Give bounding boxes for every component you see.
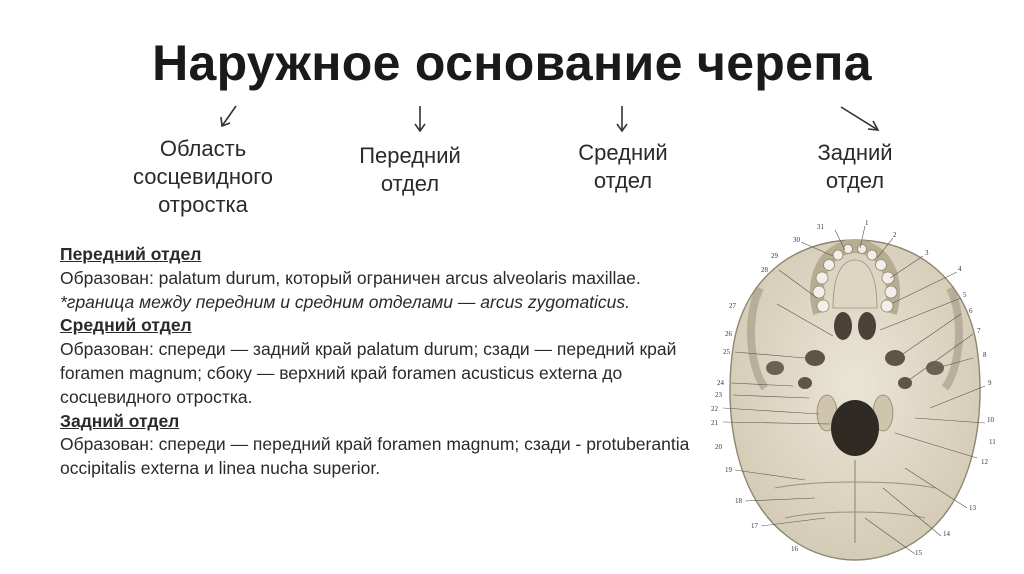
svg-text:14: 14 [943,530,950,538]
branch-middle-line2: отдел [593,168,653,193]
svg-text:21: 21 [711,419,718,427]
svg-text:19: 19 [725,466,732,474]
svg-text:2: 2 [893,231,897,239]
branch-mastoid-line3: отростка [158,192,248,217]
branch-mastoid-line1: Область [159,136,247,161]
description-text [60,243,710,481]
svg-text:29: 29 [771,252,778,260]
branch-posterior-line2: отдел [825,168,885,193]
branch-middle-line1: Средний [578,140,668,165]
branch-posterior-line1: Задний [817,140,893,165]
svg-text:15: 15 [915,549,922,557]
svg-text:31: 31 [817,223,824,231]
branch-mastoid-line2: сосцевидного [132,164,274,189]
skull-base-illustration [705,218,1005,568]
svg-text:25: 25 [723,348,730,356]
svg-text:28: 28 [761,266,768,274]
section-text-middle: Образован: спереди — задний край palatum durum; сзади — передний край foramen magnum; сбоку — верхний край foramen acusticus externa до сосцевидного отростка. [60,339,677,407]
svg-text:26: 26 [725,330,732,338]
svg-text:3: 3 [925,249,929,257]
section-text-anterior: Образован: palatum durum, который ограничен arcus alveolaris maxillae. [60,267,641,288]
branch-mastoid-region [98,135,308,219]
svg-text:6: 6 [969,307,973,315]
svg-text:4: 4 [958,265,962,273]
svg-text:8: 8 [983,351,987,359]
svg-text:13: 13 [969,504,976,512]
section-heading-middle: Средний отдел [60,315,192,336]
svg-text:30: 30 [793,236,800,244]
branch-anterior-line1: Передний [359,143,461,168]
arrow-down-right-icon [838,104,882,134]
svg-text:10: 10 [987,416,994,424]
section-note-anterior: *граница между передним и средним отделами — arcus zygomaticus. [60,291,631,312]
page-title: Наружное основание черепа [152,35,872,91]
svg-text:5: 5 [963,291,967,299]
branch-anterior [335,142,485,198]
svg-text:16: 16 [791,545,798,553]
svg-text:1: 1 [865,219,869,227]
svg-text:24: 24 [717,379,724,387]
svg-text:11: 11 [989,438,996,446]
svg-text:27: 27 [729,302,736,310]
arrow-down-icon [412,104,428,134]
branch-posterior [780,139,930,195]
svg-text:22: 22 [711,405,718,413]
svg-text:12: 12 [981,458,988,466]
branch-middle [548,139,698,195]
svg-text:18: 18 [735,497,742,505]
svg-text:9: 9 [988,379,992,387]
arrow-down-left-icon [218,104,240,130]
svg-text:7: 7 [977,327,981,335]
section-heading-anterior: Передний отдел [60,244,202,264]
svg-text:20: 20 [715,443,722,451]
section-heading-posterior: Задний отдел [60,410,180,431]
svg-text:23: 23 [715,391,722,399]
branch-anterior-line2: отдел [380,171,440,196]
section-text-posterior: Образован: спереди — передний край foramen magnum; сзади - protuberantia occipitalis externa и linea nucha superior. [60,434,690,479]
svg-text:17: 17 [751,522,758,530]
arrow-down-icon [614,104,630,134]
